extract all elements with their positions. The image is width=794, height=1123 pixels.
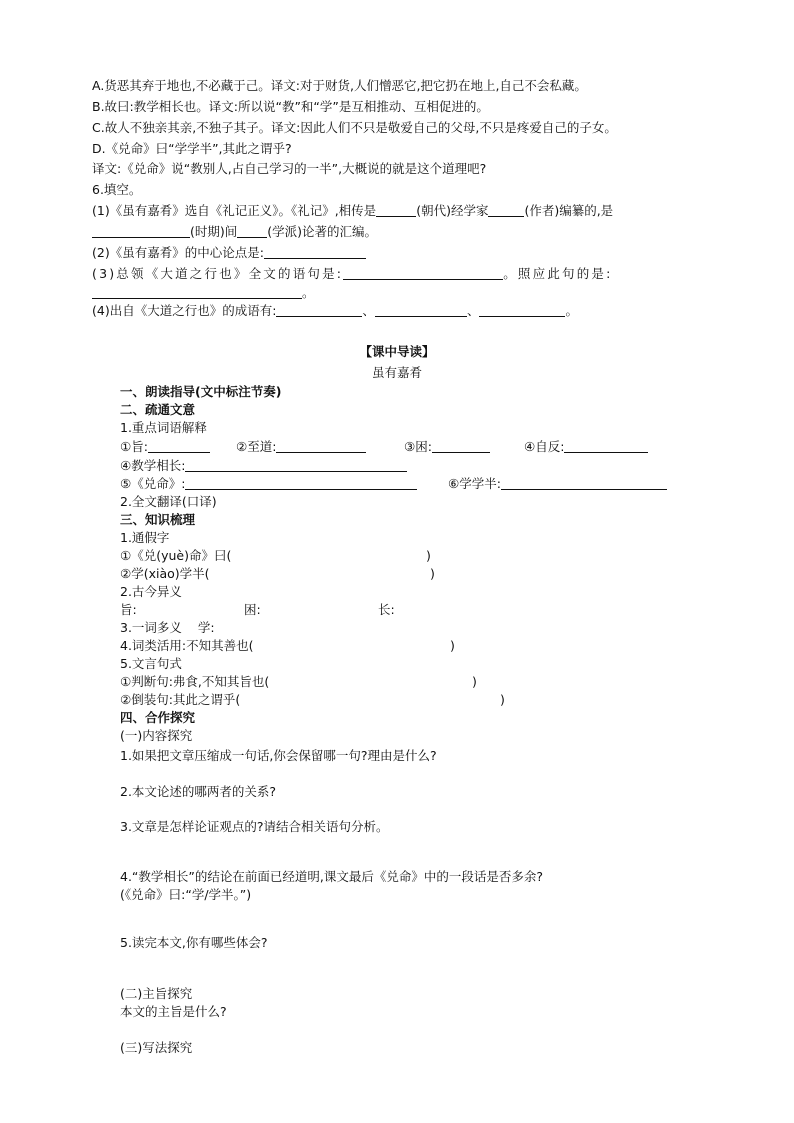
blank-idiom-3[interactable] (479, 304, 565, 317)
blank-dynasty[interactable] (376, 204, 416, 217)
text: 、 (466, 303, 480, 318)
fill-3-line-2 (92, 285, 315, 301)
knowledge-2b: 困: (244, 602, 261, 617)
blank-scholar[interactable] (488, 204, 524, 217)
blank[interactable] (185, 477, 417, 490)
text: 。 (302, 285, 315, 300)
inquiry-q4: 4.“教学相长”的结论在前面已经道明,课文最后《兑命》中的一段话是否多余? (120, 869, 543, 884)
knowledge-5: 5.文言句式 (120, 656, 182, 671)
blank[interactable] (432, 440, 490, 453)
section-4: 四、合作探究 (120, 710, 196, 725)
text: 。 (565, 303, 578, 318)
right-paren: ) (472, 674, 477, 689)
blank-school[interactable] (237, 225, 267, 238)
knowledge-5b: ②倒装句:其此之谓乎( (120, 692, 241, 707)
option-d: D.《兑命》曰“学学半”,其此之谓乎? (92, 141, 292, 156)
right-paren: ) (450, 638, 455, 653)
word-2 (236, 439, 366, 455)
word-6 (120, 476, 417, 492)
inquiry-q5: 5.读完本文,你有哪些体会? (120, 935, 268, 950)
fill-1-line-1 (92, 203, 613, 219)
option-d-translation: 译文:《兑命》说“教别人,占自己学习的一半”,大概说的就是这个道理吧? (92, 161, 487, 176)
section-1: 一、朗读指导(文中标注节奏) (120, 384, 282, 399)
section-header: 【课中导读】 (359, 344, 435, 359)
blank-summary-sentence[interactable] (343, 267, 503, 280)
right-paren: ) (430, 566, 435, 581)
word-4 (524, 439, 648, 455)
text: (朝代)经学家 (416, 203, 489, 218)
right-paren: ) (426, 548, 431, 563)
inquiry-q3: 3.文章是怎样论证观点的?请结合相关语句分析。 (120, 819, 389, 834)
knowledge-2c: 长: (378, 602, 395, 617)
text: ②至道: (236, 439, 277, 454)
fill-3 (92, 266, 613, 282)
blank[interactable] (564, 440, 648, 453)
section-3: 三、知识梳理 (120, 512, 196, 527)
text: ④自反: (524, 439, 565, 454)
text: ④教学相长: (120, 458, 186, 473)
fill-2 (92, 245, 366, 261)
word-3 (404, 439, 490, 455)
fill-4 (92, 303, 578, 319)
text: ①旨: (120, 439, 148, 454)
theme-question: 本文的主旨是什么? (120, 1004, 227, 1019)
text: ③困: (404, 439, 432, 454)
knowledge-1: 1.通假字 (120, 530, 170, 545)
blank-idiom-1[interactable] (276, 304, 362, 317)
lesson-title: 虽有嘉肴 (371, 365, 422, 380)
text: ⑤《兑命》: (120, 476, 186, 491)
question-6: 6.填空。 (92, 182, 142, 197)
knowledge-2a: 旨: (120, 602, 137, 617)
blank-echo-sentence[interactable] (92, 286, 302, 299)
text: (学派)论著的汇编。 (267, 224, 378, 239)
text: ⑥学学半: (448, 476, 501, 491)
sub-2-2: 2.全文翻译(口译) (120, 494, 217, 509)
text: (时期)间 (190, 224, 238, 239)
right-paren: ) (500, 692, 505, 707)
text: 。照应此句的是: (503, 266, 613, 281)
sub-2-1: 1.重点词语解释 (120, 420, 207, 435)
text: (4)出自《大道之行也》的成语有: (92, 303, 277, 318)
knowledge-3: 3.一词多义 学: (120, 620, 215, 635)
knowledge-1b: ②学(xiào)学半( (120, 566, 210, 581)
blank-central-thesis[interactable] (264, 246, 366, 259)
writing-inquiry: (三)写法探究 (120, 1040, 193, 1055)
option-a: A.货恶其弃于地也,不必藏于己。译文:对于财货,人们憎恶它,把它扔在地上,自己不会私藏。 (92, 78, 587, 93)
inquiry-q1: 1.如果把文章压缩成一句话,你会保留哪一句?理由是什么? (120, 748, 437, 763)
blank-idiom-2[interactable] (375, 304, 467, 317)
blank-period[interactable] (92, 225, 190, 238)
text: 、 (362, 303, 375, 318)
word-1 (120, 439, 210, 455)
knowledge-2: 2.古今异义 (120, 584, 182, 599)
text: (2)《虽有嘉肴》的中心论点是: (92, 245, 264, 260)
option-c: C.故人不独亲其亲,不独子其子。译文:因此人们不只是敬爱自己的父母,不只是疼爱自己的子女。 (92, 120, 617, 135)
inquiry-q4-quote: (《兑命》曰:“学/学半。”) (120, 887, 252, 902)
text: (作者)编纂的,是 (524, 203, 614, 218)
blank[interactable] (185, 459, 407, 472)
blank[interactable] (276, 440, 366, 453)
word-5 (120, 458, 407, 474)
inquiry-q2: 2.本文论述的哪两者的关系? (120, 784, 277, 799)
section-2: 二、疏通文意 (120, 402, 196, 417)
content-inquiry: (一)内容探究 (120, 728, 193, 743)
knowledge-1a: ①《兑(yuè)命》曰( (120, 548, 232, 563)
word-7 (448, 476, 667, 492)
blank[interactable] (148, 440, 210, 453)
knowledge-4: 4.词类活用:不知其善也( (120, 638, 254, 653)
blank[interactable] (501, 477, 667, 490)
theme-inquiry: (二)主旨探究 (120, 986, 193, 1001)
text: (1)《虽有嘉肴》选自《礼记正义》。《礼记》,相传是 (92, 203, 377, 218)
text: (3)总领《大道之行也》全文的语句是: (92, 266, 344, 281)
fill-1-line-2 (92, 224, 377, 240)
knowledge-5a: ①判断句:弗食,不知其旨也( (120, 674, 270, 689)
option-b: B.故曰:教学相长也。译文:所以说“教”和“学”是互相推动、互相促进的。 (92, 99, 489, 114)
